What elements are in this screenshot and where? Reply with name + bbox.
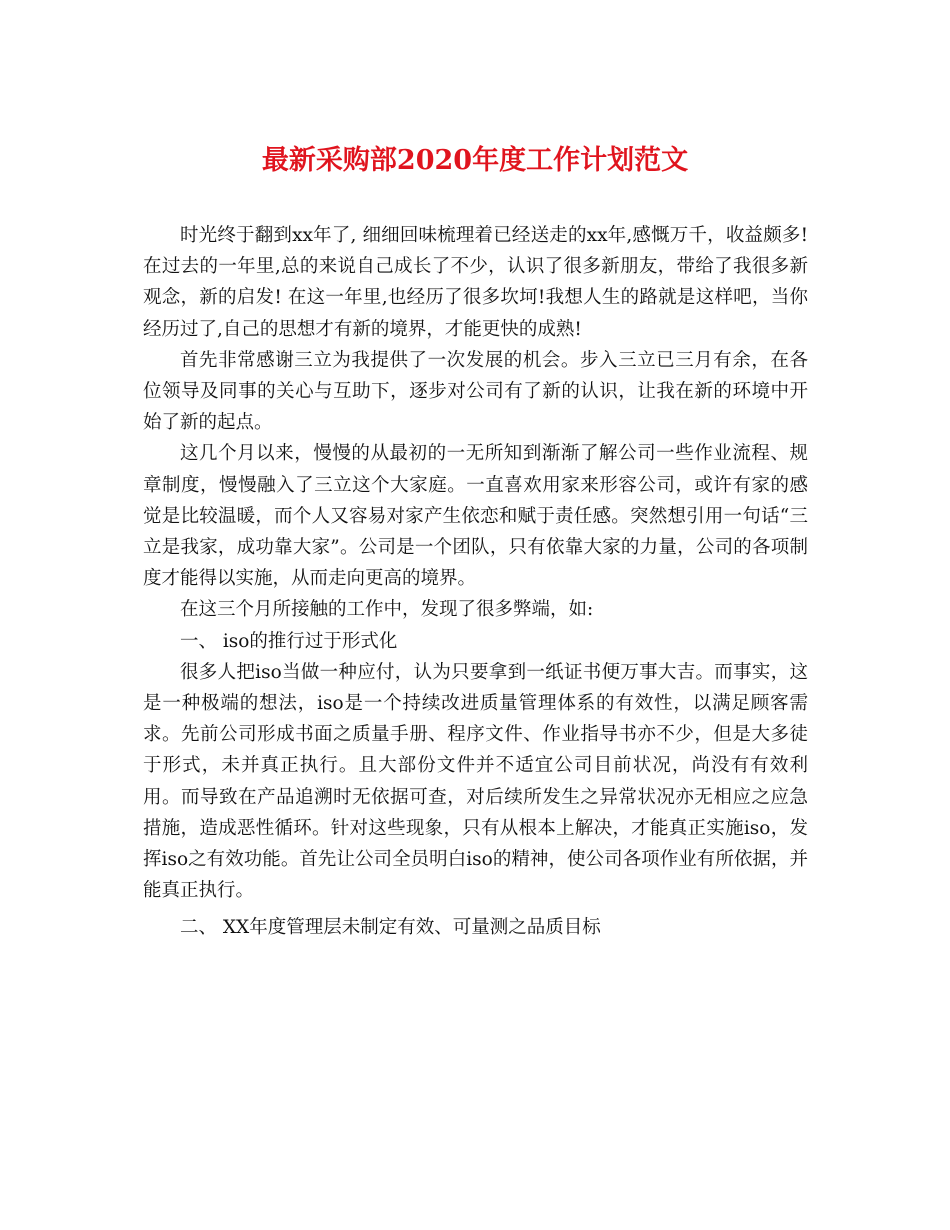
document-body <box>143 220 808 944</box>
paragraph-intro: 时光终于翻到xx年了, 细细回味梳理着已经送走的xx年,感慨万千，收益颇多! 在过去的一年里,总的来说自己成长了不少，认识了很多新朋友，带给了我很多新观念，新的启发! 在这一年里,也经历了很多坎坷!我想人生的路就是这样吧，当你经历过了,自己的思想才有新的境界，才能更快的成熟! <box>143 225 808 340</box>
paragraph-months: 这几个月以来，慢慢的从最初的一无所知到渐渐了解公司一些作业流程、规章制度，慢慢融入了三立这个大家庭。一直喜欢用家来形容公司，或许有家的感觉是比较温暖，而个人又容易对家产生依恋和赋于责任感。突然想引用一句话“三立是我家，成功靠大家”。公司是一个团队，只有依靠大家的力量，公司的各项制度才能得以实施，从而走向更高的境界。 <box>143 443 808 590</box>
section-heading-quality-goals: 二、 XX年度管理层未制定有效、可量测之品质目标 <box>180 917 601 939</box>
paragraph-thanks: 首先非常感谢三立为我提供了一次发展的机会。步入三立已三月有余，在各位领导及同事的关心与互助下，逐步对公司有了新的认识，让我在新的环境中开始了新的起点。 <box>143 349 808 434</box>
paragraph-iso: 很多人把iso当做一种应付，认为只要拿到一纸证书便万事大吉。而事实，这是一种极端的想法，iso是一个持续改进质量管理体系的有效性，以满足顾客需求。先前公司形成书面之质量手册、程序文件、作业指导书亦不少，但是大多徒于形式，未并真正执行。且大部份文件并不适宜公司目前状况，尚没有有效利用。而导致在产品追溯时无依据可查，对后续所发生之异常状况亦无相应之应急措施，造成恶性循环。针对这些现象，只有从根本上解决，才能真正实施iso，发挥iso之有效功能。首先让公司全员明白iso的精神，使公司各项作业有所依据，并能真正执行。 <box>143 661 808 902</box>
paragraph-issues-intro: 在这三个月所接触的工作中，发现了很多弊端，如: <box>180 599 594 621</box>
section-heading-iso: 一、 iso的推行过于形式化 <box>180 630 398 652</box>
document-title: 最新采购部2020年度工作计划范文 <box>261 145 689 176</box>
